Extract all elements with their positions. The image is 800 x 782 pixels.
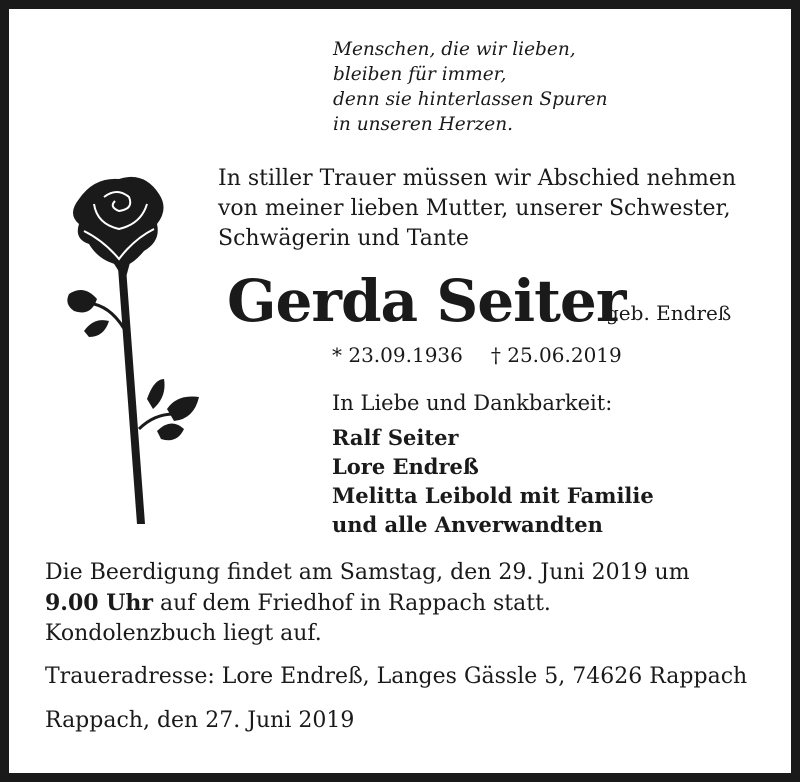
funeral-info bbox=[45, 558, 690, 649]
funeral-location: auf dem Friedhof in Rappach statt. bbox=[153, 591, 551, 616]
obituary-notice bbox=[9, 9, 791, 773]
quote-line: bleiben für immer, bbox=[333, 64, 507, 85]
birth-date: * 23.09.1936 bbox=[332, 343, 463, 367]
rose-illustration bbox=[49, 169, 219, 529]
mourner: Melitta Leibold mit Familie bbox=[332, 483, 654, 508]
life-dates bbox=[332, 343, 650, 367]
funeral-time: 9.00 Uhr bbox=[45, 590, 154, 616]
place-date: Rappach, den 27. Juni 2019 bbox=[45, 708, 355, 733]
deceased-name: Gerda Seiter bbox=[227, 267, 626, 335]
mourner: Lore Endreß bbox=[332, 454, 479, 479]
quote-line: Menschen, die wir lieben, bbox=[333, 39, 576, 60]
intro-line: In stiller Trauer müssen wir Abschied nehmen bbox=[218, 166, 737, 191]
mourning-address: Traueradresse: Lore Endreß, Langes Gässle 5, 74626 Rappach bbox=[45, 664, 748, 689]
quote-line: in unseren Herzen. bbox=[333, 114, 513, 135]
mourners-list bbox=[332, 423, 654, 539]
funeral-line: Kondolenzbuch liegt auf. bbox=[45, 621, 322, 646]
intro-line: Schwägerin und Tante bbox=[218, 226, 469, 251]
mourners-heading: In Liebe und Dankbarkeit: bbox=[332, 391, 613, 415]
memorial-quote bbox=[333, 37, 608, 137]
funeral-line: Die Beerdigung findet am Samstag, den 29. Juni 2019 um bbox=[45, 560, 690, 585]
birth-name: geb. Endreß bbox=[606, 301, 732, 325]
mourner: Ralf Seiter bbox=[332, 425, 459, 450]
funeral-line bbox=[45, 588, 690, 619]
mourner: und alle Anverwandten bbox=[332, 512, 603, 537]
intro-text bbox=[218, 164, 736, 254]
quote-line: denn sie hinterlassen Spuren bbox=[333, 89, 608, 110]
death-date: † 25.06.2019 bbox=[490, 343, 622, 367]
intro-line: von meiner lieben Mutter, unserer Schwester, bbox=[218, 196, 731, 221]
